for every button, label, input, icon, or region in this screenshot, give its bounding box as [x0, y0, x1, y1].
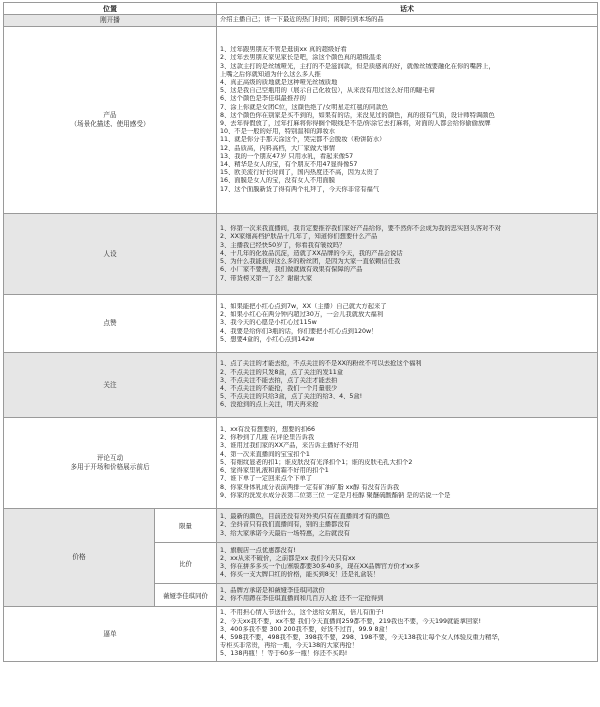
script-opening: [217, 15, 598, 27]
script-line: 1、xx有没有想要的，想要的扣66: [220, 426, 316, 434]
sub-position-compare: 比价: [155, 543, 217, 584]
script-line: 10、不是一般的好用，特别温和的卸妆水: [220, 128, 336, 136]
row-persona: [4, 214, 598, 295]
position-sublabel: （场景化描述、使用感受）: [70, 120, 150, 128]
script-line: 6、觉得家里乳液和面霜不好用的扣个1: [220, 467, 329, 475]
script-line: 6、没抢到的点上关注，明天再来抢: [220, 401, 319, 409]
line-list: [220, 360, 594, 409]
script-line: 9、去年得假放了，过年打麻将你得搁个眼线是不是/你涂它去打麻将，对面的人都会给你偷偷放牌: [220, 120, 491, 127]
script-line: 专柜买非常贵，再给一瓶，今天138的大家再抢！: [220, 642, 358, 650]
script-price-same: [217, 584, 598, 607]
script-line: 1、过年跟男朋友不管是逛街xx 真的超级好看: [220, 46, 347, 54]
script-line: 1、品牌方承诺是和薇娅李佳琪同款价: [220, 586, 325, 594]
table-header-row: [4, 3, 598, 15]
position-price: 价格: [4, 509, 155, 607]
script-line: 2、不点关注的只发8盒，点了关注的发11盒: [220, 368, 344, 376]
sub-position-limited: 限量: [155, 509, 217, 543]
script-line: 1、点了关注的才能去抢，不点关注的不是XX的粉丝不可以去抢这个福利: [220, 360, 422, 368]
script-line: 2、全抖音只有我们直播间有，别的主播都没有: [220, 521, 350, 529]
script-line: 5、138再瓶！！等于60多一瓶！你还不买吗!: [220, 650, 348, 658]
line-list: [220, 426, 594, 500]
script-line: 2、xx从来不破价，之前都是xx 我们今天只有xx: [220, 554, 356, 562]
row-likes: [4, 295, 598, 353]
line-list: [220, 46, 594, 194]
script-line: 1、不用担心情人节送什么，这个送给女朋友，倍儿有面子!: [220, 609, 384, 617]
script-line: 5、为什么我能获得这么多的粉丝团，是因为大家一直依赖信任我: [220, 258, 401, 266]
position-product: [4, 27, 217, 214]
header-script: 话术: [217, 3, 598, 15]
script-table: [3, 2, 598, 662]
script-line: 3、400多我不要 300 200我不要，好货不过百，99.9 8盒！: [220, 625, 392, 633]
script-line: 3、这款主打的是丝绒哑光，主打的不是滋润款，但是质感真的好，就像丝绒要融化在你的嘴唇上，: [220, 62, 495, 70]
script-line: 2、你秒到了几瓶 在评论里告诉我: [220, 434, 315, 442]
position-label: 产品: [103, 111, 117, 119]
script-interaction: [217, 418, 598, 509]
script-line: 5、这是我自己空瓶用的（展示自己化妆包），从来没有用过这么好用的睫毛膏: [220, 87, 435, 95]
script-line: 16、面膜是女人的宝，没有女人不用面膜: [220, 177, 336, 185]
line-list: [220, 225, 594, 282]
script-line: 13、我的一个朋友47岁 只用水乳，看起来像57: [220, 152, 354, 160]
script-line: 3、谁用过我们家的XX产品，来告诉主播好不好用: [220, 442, 359, 450]
script-line: 8、你家身体乳成分表前两排一定有矿油矿脂 xx醇 有没有告诉我: [220, 483, 400, 491]
position-interaction: [4, 418, 217, 509]
script-line: 2、今天xx我不要，xx不要 我们今天直播间259都不要，219我也不要，今天199就能拿回家!: [220, 617, 481, 625]
script-line: 6、这个颜色是李佳琪最推荐的: [220, 95, 306, 103]
script-line: 5、不点关注的只给3盒，点了关注的给3、4、5盒!: [220, 393, 363, 401]
script-line: 4、我要是给你们3瓶的话，你们要把小红心点到120w！: [220, 327, 378, 335]
script-line: 9、你家的洗发水成分表第二位第三位 一定是月桂醇 聚醚硫酸酯钠 是的话说一个是: [220, 491, 451, 499]
line-list: [220, 587, 594, 603]
line-list: [220, 513, 594, 538]
row-follow: [4, 353, 598, 418]
script-price-limited: [217, 509, 598, 543]
script-line: 5、想要4盒的，小红心点到142w: [220, 335, 315, 343]
script-document: [3, 2, 597, 662]
script-line: 1、你第一次来我直播间，我肯定要推荐我们家好产品给你，要不然你不会成为我的忠实回头客对不对: [220, 225, 502, 233]
position-closing: 逼单: [4, 607, 217, 662]
row-price-limited: [4, 509, 598, 543]
script-line: 3、你在拼多多买一个山寨版都要30多40多，现在XX品牌官方价才xx多: [220, 563, 420, 570]
header-position: 位置: [4, 3, 217, 15]
script-line: 1、最新的颜色，目前还没有对外卖/只有在直播间才有的颜色: [220, 513, 390, 521]
script-line: 2、你不用蹲在李佳琪直播间和几百万人抢 还不一定抢得到: [220, 595, 384, 602]
script-line: 4、598我不要，498我不要，398我不要，298、198不要，今天138我让每个女人体验反重力精华，: [220, 634, 504, 641]
script-line: 2、如果小红心在两分钟内超过30万，一会儿我就放大福利: [220, 311, 384, 319]
script-likes: [217, 295, 598, 353]
position-likes: 点赞: [4, 295, 217, 353]
script-line: 4、第一次来直播间的宝宝扣个1: [220, 450, 310, 458]
line-list: [220, 609, 594, 658]
script-line: 4、真正高级的质地就是这种哑光丝绒质地: [220, 78, 338, 86]
position-label: 评论互动: [96, 454, 124, 462]
position-follow: 关注: [4, 353, 217, 418]
script-line: 15、欧美流行好长时间了，国内热度还不高，因为太贵了: [220, 169, 380, 177]
row-opening: [4, 15, 598, 27]
script-line: 17、这个面膜新货了得有两个礼拜了，今天你非常有福气: [220, 185, 380, 193]
script-line: 3、不点关注不能去拍，点了关注才能去拍: [220, 376, 338, 384]
script-line: 14、精华是女人的宝，有个朋友不用47显得像57: [220, 161, 358, 169]
script-follow: [217, 353, 598, 418]
script-line: 2、XX家细高档护肤品十几年了，知道你们想要什么产品: [220, 233, 378, 241]
script-line: 7、涂上你就是女团C位，这颜色绝了/女明星走红毯的同款色: [220, 103, 388, 111]
script-line: 4、十几年的化妆品沉淀，造就了XX品牌的今天，我的产品会说话: [220, 249, 403, 257]
line-list: [220, 547, 594, 580]
script-line: 4、你买一支大牌口红的价格，能买到8支！还是礼盒装！: [220, 571, 380, 579]
line-list: [220, 16, 594, 24]
script-line: 8、这个颜色你在别家是买不到的，如果有的话，来没见过的颜色，真的很有气质，设计师特调颜色: [220, 111, 495, 119]
script-line: 3、主播我已经快50岁了，你看我有皱纹吗？: [220, 241, 346, 249]
script-line: 介绍主播自己；讲一下最近的热门时间；闲聊引到本场的品: [220, 16, 384, 24]
script-line: 3、我今天的心愿是小红心过115w: [220, 319, 317, 327]
script-price-compare: [217, 543, 598, 584]
script-line: 7、带货榜又第一了么？谢谢大家: [220, 274, 313, 282]
script-line: 6、小厂家不要搜，我们做就做有效果有保障的产品: [220, 266, 363, 274]
script-line: 5、有细纹显老的扣1；谁皮肤没有光泽扣个1；谁的皮肤毛孔大扣个2: [220, 458, 413, 466]
script-persona: [217, 214, 598, 295]
script-line: 11、就是你分手那天涂这个，哭完都不会脱妆（粉饼防水）: [220, 136, 386, 144]
position-persona: 人设: [4, 214, 217, 295]
script-line: 3、给大家承诺今天最后一场特惠，之后就没有: [220, 529, 350, 537]
row-product: [4, 27, 598, 214]
script-line: 2、过年去男朋友家见家长是吧，涂这个颜色真的超级温柔: [220, 54, 382, 62]
position-sublabel: 多用于开场和价格展示前后: [70, 463, 150, 471]
position-opening: 刚开播: [4, 15, 217, 27]
script-product: [217, 27, 598, 214]
row-closing: [4, 607, 598, 662]
line-list: [220, 303, 594, 344]
script-line: 1、如果能把小红心点到7w，XX（主播）自己就大方起来了: [220, 302, 387, 310]
script-line: 7、谁下单了一定回来点个下单了: [220, 475, 313, 483]
script-line: 上嘴之后你就知道为什么这么多人推: [220, 70, 321, 78]
script-line: 4、不点关注的不能抢，我们一个月量很少: [220, 385, 338, 392]
script-closing: [217, 607, 598, 662]
row-interaction: [4, 418, 598, 509]
sub-position-same-price: 薇娅李佳琪同价: [155, 584, 217, 607]
script-line: 12、品质高，内料高档，大厂家做大事情: [220, 144, 336, 152]
script-line: 1、旗舰店一点优惠都没有!: [220, 546, 296, 554]
